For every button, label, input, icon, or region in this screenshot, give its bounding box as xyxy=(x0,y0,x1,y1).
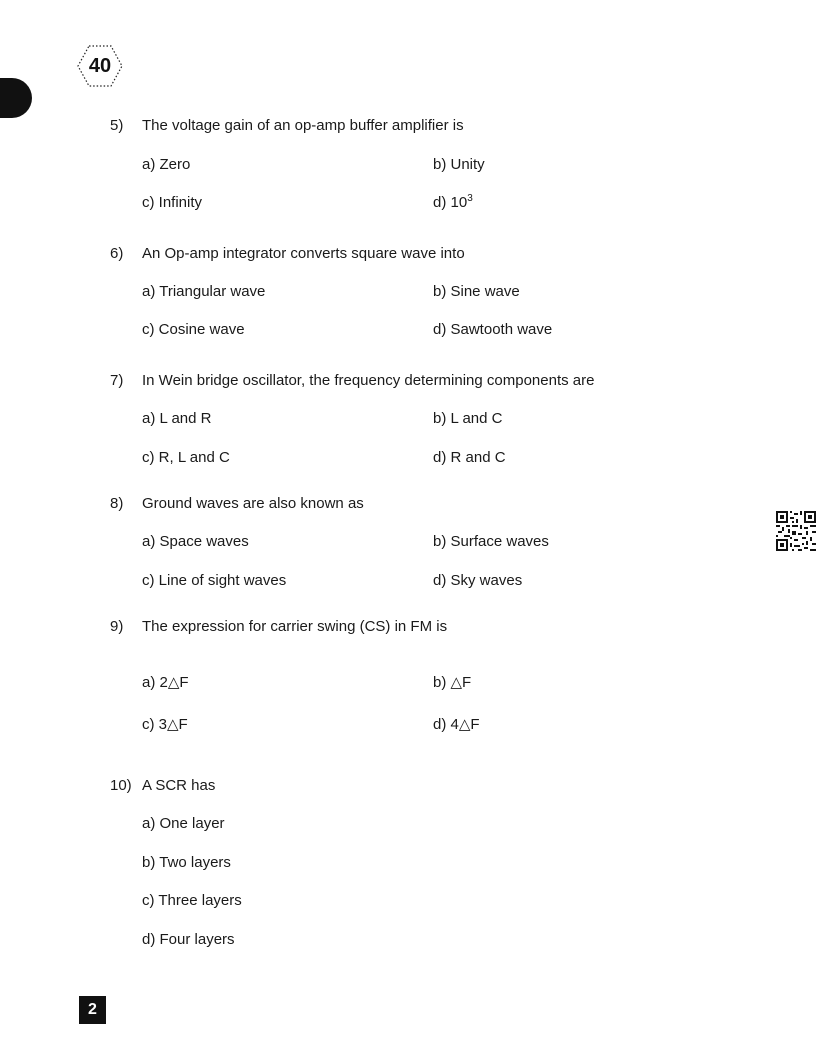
question-text: The voltage gain of an op-amp buffer amplifier is xyxy=(142,117,464,134)
chapter-badge xyxy=(77,45,123,87)
question-number: 9) xyxy=(110,618,124,635)
option-b: b) Surface waves xyxy=(433,533,549,550)
question-text: In Wein bridge oscillator, the frequency determining components are xyxy=(142,372,595,389)
option-a: a) Zero xyxy=(142,156,191,173)
option-d: d) Sawtooth wave xyxy=(433,321,553,338)
option-c: c) Infinity xyxy=(142,194,203,211)
question-text: A SCR has xyxy=(142,777,216,794)
option-d-exponent: 3 xyxy=(467,193,473,204)
option-d: d) R and C xyxy=(433,449,506,466)
question-text: The expression for carrier swing (CS) in FM is xyxy=(142,618,448,635)
option-d: d) 4△F xyxy=(433,716,480,733)
option-b: b) L and C xyxy=(433,410,503,427)
option-b: b) Sine wave xyxy=(433,283,520,300)
qr-code-icon[interactable] xyxy=(776,511,816,551)
option-b: b) △F xyxy=(433,674,472,691)
option-b: b) Two layers xyxy=(142,854,231,871)
option-d-base: d) 10 xyxy=(433,194,468,211)
question-text: An Op-amp integrator converts square wave into xyxy=(142,245,465,262)
option-c: c) R, L and C xyxy=(142,449,230,466)
side-tab-marker xyxy=(0,78,32,118)
question-text: Ground waves are also known as xyxy=(142,495,364,512)
option-d: d) Four layers xyxy=(142,931,235,948)
question-number: 10) xyxy=(110,777,132,794)
option-a: a) Triangular wave xyxy=(142,283,266,300)
option-d: d) Sky waves xyxy=(433,572,523,589)
option-a: a) Space waves xyxy=(142,533,249,550)
question-number: 7) xyxy=(110,372,124,389)
option-a: a) 2△F xyxy=(142,674,189,691)
option-a: a) One layer xyxy=(142,815,225,832)
question-number: 5) xyxy=(110,117,124,134)
option-c: c) Line of sight waves xyxy=(142,572,287,589)
option-c: c) 3△F xyxy=(142,716,188,733)
page-number: 2 xyxy=(79,996,106,1024)
option-a: a) L and R xyxy=(142,410,212,427)
option-c: c) Cosine wave xyxy=(142,321,245,338)
chapter-number: 40 xyxy=(88,54,112,77)
option-b: b) Unity xyxy=(433,156,485,173)
question-number: 6) xyxy=(110,245,124,262)
option-c: c) Three layers xyxy=(142,892,242,909)
option-d xyxy=(433,194,473,211)
question-number: 8) xyxy=(110,495,124,512)
